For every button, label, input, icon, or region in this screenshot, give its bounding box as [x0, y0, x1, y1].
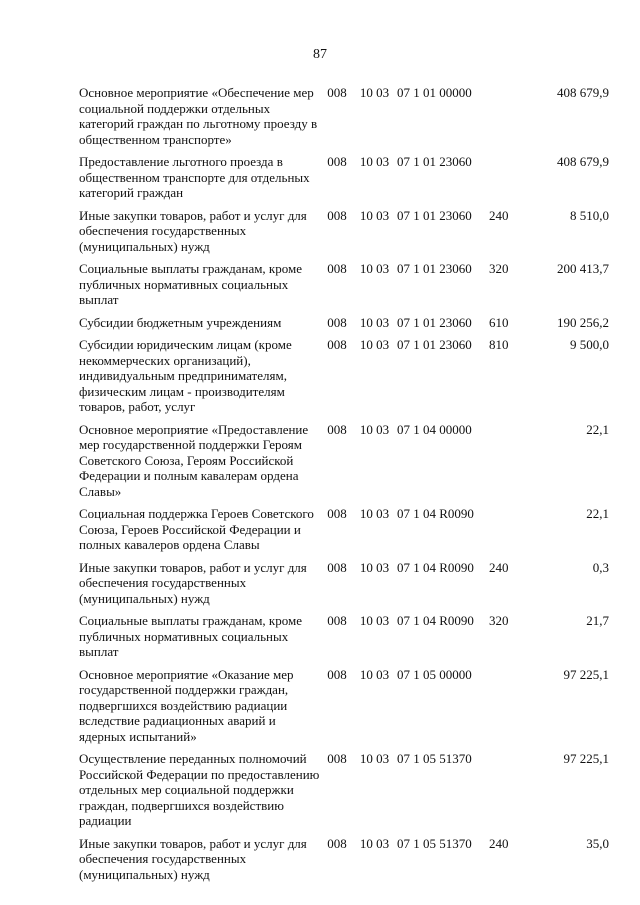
row-target-code: 07 1 01 00000	[397, 85, 472, 100]
row-target-code: 07 1 01 23060	[397, 337, 472, 352]
row-section-code: 10 03	[359, 85, 390, 100]
row-gov-code: 008	[327, 154, 347, 169]
row-amount: 0,3	[592, 559, 609, 575]
row-target-code: 07 1 01 23060	[397, 154, 472, 169]
row-expense-code: 810	[489, 337, 509, 352]
row-gov-code: 008	[327, 613, 347, 628]
table-row	[79, 667, 609, 752]
row-target-code: 07 1 04 00000	[397, 421, 472, 437]
row-amount: 97 225,1	[563, 666, 609, 682]
row-amount: 9 500,0	[570, 337, 609, 352]
row-expense-code: 240	[489, 835, 509, 851]
row-target-code: 07 1 05 51370	[397, 835, 472, 851]
row-target-code: 07 1 04 R0090	[397, 506, 474, 521]
row-target-code: 07 1 04 R0090	[397, 559, 474, 575]
page-number: 87	[313, 47, 327, 62]
row-name: Социальная поддержка Героев Советского Союза, Героев Российской Федерации и полных кавалеров ордена Славы	[79, 506, 314, 552]
row-gov-code: 008	[327, 751, 347, 766]
row-section-code: 10 03	[359, 314, 390, 330]
table-row	[79, 85, 609, 154]
row-amount: 35,0	[586, 835, 609, 851]
row-gov-code: 008	[327, 337, 347, 352]
row-expense-code: 320	[489, 613, 509, 628]
row-section-code: 10 03	[359, 337, 390, 352]
row-amount: 200 413,7	[557, 261, 609, 276]
row-name: Иные закупки товаров, работ и услуг для обеспечения государственных (муниципальных) нужд	[79, 207, 307, 254]
row-section-code: 10 03	[359, 261, 390, 276]
row-amount: 97 225,1	[563, 751, 609, 766]
row-name: Предоставление льготного проезда в общественном транспорте для отдельных категорий граждан	[79, 154, 310, 200]
row-name: Социальные выплаты гражданам, кроме публичных нормативных социальных выплат	[79, 261, 302, 307]
row-gov-code: 008	[327, 506, 347, 521]
row-amount: 190 256,2	[557, 314, 609, 330]
row-amount: 22,1	[586, 421, 609, 437]
table-row	[79, 422, 609, 507]
budget-table	[79, 85, 609, 889]
table-row	[79, 560, 609, 614]
row-expense-code: 240	[489, 207, 509, 223]
row-gov-code: 008	[327, 314, 347, 330]
row-expense-code	[489, 422, 527, 507]
row-section-code: 10 03	[359, 666, 390, 682]
row-gov-code: 008	[327, 559, 347, 575]
row-gov-code: 008	[327, 207, 347, 223]
row-expense-code	[489, 667, 527, 752]
row-target-code: 07 1 01 23060	[397, 207, 472, 223]
row-expense-code	[489, 751, 527, 836]
row-target-code: 07 1 01 23060	[397, 261, 472, 276]
row-expense-code	[489, 506, 527, 560]
table-row	[79, 836, 609, 890]
row-expense-code	[489, 85, 527, 154]
row-section-code: 10 03	[359, 559, 390, 575]
row-expense-code: 320	[489, 261, 509, 276]
row-gov-code: 008	[327, 421, 347, 437]
row-name: Основное мероприятие «Предоставление мер государственной поддержки Героям Советского Союза, Героям Российской Федерации и полным кавалерам ордена Славы»	[79, 421, 309, 499]
row-section-code: 10 03	[359, 613, 390, 628]
row-amount: 408 679,9	[557, 85, 609, 100]
row-section-code: 10 03	[359, 835, 390, 851]
row-amount: 22,1	[586, 506, 609, 521]
row-gov-code: 008	[327, 835, 347, 851]
row-name: Иные закупки товаров, работ и услуг для обеспечения государственных (муниципальных) нужд	[79, 835, 307, 882]
table-row	[79, 506, 609, 560]
row-section-code: 10 03	[359, 506, 390, 521]
row-gov-code: 008	[327, 85, 347, 100]
row-name: Субсидии бюджетным учреждениям	[79, 314, 282, 330]
row-gov-code: 008	[327, 666, 347, 682]
row-name: Иные закупки товаров, работ и услуг для обеспечения государственных (муниципальных) нужд	[79, 559, 307, 606]
row-name: Субсидии юридическим лицам (кроме некоммерческих организаций), индивидуальным предпринимателям, физическим лицам - производителям товаров, работ, услуг	[79, 337, 292, 414]
row-expense-code: 240	[489, 559, 509, 575]
table-row	[79, 208, 609, 262]
row-section-code: 10 03	[359, 751, 390, 766]
table-row	[79, 337, 609, 422]
row-name: Социальные выплаты гражданам, кроме публичных нормативных социальных выплат	[79, 613, 302, 659]
table-row	[79, 613, 609, 667]
row-target-code: 07 1 04 R0090	[397, 613, 474, 628]
row-section-code: 10 03	[359, 421, 390, 437]
row-gov-code: 008	[327, 261, 347, 276]
row-expense-code	[489, 154, 527, 208]
row-section-code: 10 03	[359, 154, 390, 169]
table-row	[79, 154, 609, 208]
row-name: Основное мероприятие «Оказание мер государственной поддержки граждан, подвергшихся воздействию радиации вследствие радиационных аварий и ядерных испытаний»	[79, 666, 294, 744]
row-amount: 21,7	[586, 613, 609, 628]
row-expense-code: 610	[489, 314, 509, 330]
table-row	[79, 315, 609, 338]
row-target-code: 07 1 05 00000	[397, 666, 472, 682]
table-row	[79, 751, 609, 836]
row-name: Основное мероприятие «Обеспечение мер социальной поддержки отдельных категорий граждан по льготному проезду в общественном транспорте»	[79, 85, 318, 147]
row-target-code: 07 1 05 51370	[397, 751, 472, 766]
row-section-code: 10 03	[359, 207, 390, 223]
row-amount: 8 510,0	[570, 207, 609, 223]
row-amount: 408 679,9	[557, 154, 609, 169]
row-target-code: 07 1 01 23060	[397, 314, 472, 330]
table-row	[79, 261, 609, 315]
row-name: Осуществление переданных полномочий Российской Федерации по предоставлению отдельных мер социальной поддержки граждан, подвергшихся воздействию радиации	[79, 751, 320, 828]
